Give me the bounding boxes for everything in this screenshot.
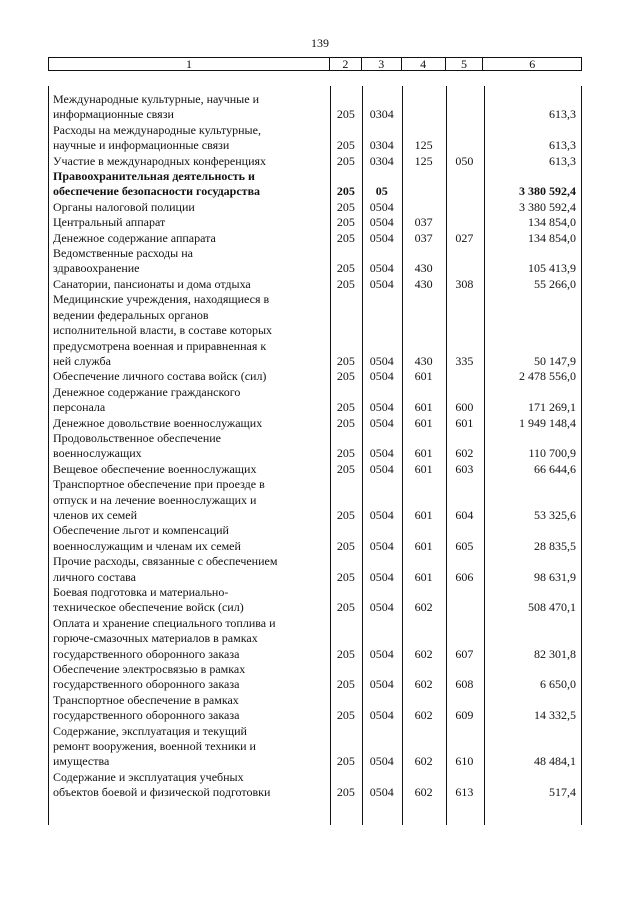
amount: 14 332,5 (534, 708, 576, 723)
column-header-2: 2 (330, 58, 362, 70)
section-code: 0304 (369, 138, 394, 153)
chapter-code: 205 (336, 415, 355, 430)
table-row (49, 277, 581, 292)
target-code: 601 (414, 538, 433, 553)
target-code: 602 (414, 708, 433, 723)
chapter-code: 205 (336, 461, 355, 476)
row-description (49, 462, 330, 477)
section-code: 0504 (369, 276, 394, 291)
amount: 134 854,0 (528, 215, 576, 230)
description-line: Вещевое обеспечение военнослужащих (53, 461, 257, 476)
description-line: Центральный аппарат (53, 215, 166, 230)
table-header (48, 57, 582, 71)
description-line: Денежное содержание гражданского (53, 384, 241, 399)
amount: 48 484,1 (534, 754, 576, 769)
target-code: 601 (414, 400, 433, 415)
table-row (49, 154, 581, 169)
target-code: 601 (414, 461, 433, 476)
table-row (49, 770, 581, 801)
description-line: исполнительной власти, в составе которых (53, 323, 272, 338)
table-row (49, 123, 581, 154)
table-row (49, 585, 581, 616)
description-line: Денежное довольствие военнослужащих (53, 415, 263, 430)
target-code: 430 (414, 276, 433, 291)
description-line: личного состава (53, 569, 136, 584)
target-code: 125 (414, 153, 433, 168)
section-code: 0304 (369, 107, 394, 122)
row-description (49, 523, 330, 554)
description-line: Боевая подготовка и материально- (53, 585, 229, 599)
expense-code: 603 (455, 461, 474, 476)
row-description (49, 369, 330, 384)
section-code: 0504 (369, 400, 394, 415)
target-code: 601 (414, 507, 433, 522)
chapter-code: 205 (336, 153, 355, 168)
description-line: военнослужащих (53, 446, 142, 461)
description-line: Прочие расходы, связанные с обеспечением (53, 554, 278, 569)
description-line: членов их семей (53, 507, 137, 522)
target-code: 602 (414, 677, 433, 692)
amount: 613,3 (549, 138, 576, 153)
target-code: 602 (414, 646, 433, 661)
section-code: 0504 (369, 538, 394, 553)
section-code: 0504 (369, 353, 394, 368)
chapter-code: 205 (336, 754, 355, 769)
target-code: 601 (414, 569, 433, 584)
page-number: 139 (311, 36, 329, 50)
expense-code: 602 (455, 446, 474, 461)
chapter-code: 205 (336, 785, 355, 800)
row-description (49, 292, 330, 369)
amount: 517,4 (549, 785, 576, 800)
description-line: предусмотрена военная и приравненная к (53, 338, 267, 353)
section-code: 0504 (369, 215, 394, 230)
section-code: 05 (375, 184, 388, 199)
expense-code: 604 (455, 507, 474, 522)
row-description (49, 693, 330, 724)
section-code: 0304 (369, 153, 394, 168)
section-code: 0504 (369, 415, 394, 430)
table-row (49, 246, 581, 277)
chapter-code: 205 (336, 230, 355, 245)
row-description (49, 770, 330, 801)
chapter-code: 205 (336, 261, 355, 276)
expense-code: 027 (455, 230, 474, 245)
amount: 508 470,1 (528, 600, 576, 615)
row-description (49, 616, 330, 662)
table-row (49, 662, 581, 693)
chapter-code: 205 (336, 569, 355, 584)
description-line: Органы налоговой полиции (53, 199, 195, 214)
description-line: Содержание, эксплуатация и текущий (53, 723, 247, 738)
row-description (49, 724, 330, 770)
description-line: обеспечение безопасности государства (53, 184, 261, 199)
row-description (49, 477, 330, 523)
description-line: ведении федеральных органов (53, 307, 209, 322)
table-row (49, 169, 581, 200)
description-line: Обеспечение электросвязью в рамках (53, 662, 246, 677)
amount: 110 700,9 (528, 446, 576, 461)
target-code: 601 (414, 369, 433, 384)
description-line: имущества (53, 754, 110, 769)
expense-code: 601 (455, 415, 474, 430)
table-row (49, 200, 581, 215)
target-code: 602 (414, 600, 433, 615)
amount: 3 380 592,4 (519, 184, 576, 199)
expense-code: 609 (455, 708, 474, 723)
chapter-code: 205 (336, 646, 355, 661)
section-code: 0504 (369, 600, 394, 615)
amount: 171 269,1 (528, 400, 576, 415)
target-code: 602 (414, 754, 433, 769)
chapter-code: 205 (336, 538, 355, 553)
section-code: 0504 (369, 261, 394, 276)
description-line: Обеспечение льгот и компенсаций (53, 523, 229, 538)
table-row (49, 385, 581, 416)
row-description (49, 169, 330, 200)
target-code: 125 (414, 138, 433, 153)
section-code: 0504 (369, 230, 394, 245)
amount: 28 835,5 (534, 538, 576, 553)
column-header-4: 4 (402, 58, 446, 70)
table-row (49, 215, 581, 230)
row-description (49, 246, 330, 277)
description-line: Продовольственное обеспечение (53, 430, 221, 445)
chapter-code: 205 (336, 138, 355, 153)
description-line: военнослужащим и членам их семей (53, 538, 241, 553)
expense-code: 613 (455, 785, 474, 800)
section-code: 0504 (369, 446, 394, 461)
amount: 134 854,0 (528, 230, 576, 245)
target-code: 601 (414, 446, 433, 461)
chapter-code: 205 (336, 184, 355, 199)
amount: 66 644,6 (534, 461, 576, 476)
row-description (49, 215, 330, 230)
target-code: 601 (414, 415, 433, 430)
row-description (49, 231, 330, 246)
amount: 6 650,0 (540, 677, 576, 692)
table-row (49, 292, 581, 369)
chapter-code: 205 (336, 107, 355, 122)
description-line: Санатории, пансионаты и дома отдыха (53, 276, 251, 291)
description-line: информационные связи (53, 107, 174, 122)
expense-code: 335 (455, 353, 474, 368)
chapter-code: 205 (336, 369, 355, 384)
chapter-code: 205 (336, 600, 355, 615)
table-row (49, 369, 581, 384)
table-row (49, 462, 581, 477)
section-code: 0504 (369, 785, 394, 800)
description-line: Обеспечение личного состава войск (сил) (53, 369, 267, 384)
chapter-code: 205 (336, 708, 355, 723)
description-line: государственного оборонного заказа (53, 677, 240, 692)
description-line: Оплата и хранение специального топлива и (53, 615, 276, 630)
expense-code: 608 (455, 677, 474, 692)
description-line: Правоохранительная деятельность и (53, 169, 255, 184)
expense-code: 605 (455, 538, 474, 553)
table-row (49, 523, 581, 554)
chapter-code: 205 (336, 276, 355, 291)
table-row (49, 92, 581, 123)
description-line: Содержание и эксплуатация учебных (53, 769, 244, 784)
description-line: Транспортное обеспечение в рамках (53, 692, 239, 707)
description-line: государственного оборонного заказа (53, 708, 240, 723)
table-row (49, 693, 581, 724)
chapter-code: 205 (336, 199, 355, 214)
description-line: объектов боевой и физической подготовки (53, 785, 271, 800)
row-description (49, 662, 330, 693)
target-code: 430 (414, 353, 433, 368)
section-code: 0504 (369, 708, 394, 723)
expense-code: 308 (455, 276, 474, 291)
table-row (49, 724, 581, 770)
expense-code: 607 (455, 646, 474, 661)
expense-code: 610 (455, 754, 474, 769)
column-header-1: 1 (49, 58, 330, 70)
section-code: 0504 (369, 461, 394, 476)
description-line: отпуск и на лечение военнослужащих и (53, 492, 257, 507)
row-description (49, 585, 330, 616)
table-row (49, 416, 581, 431)
table-row (49, 554, 581, 585)
description-line: здравоохранение (53, 261, 140, 276)
target-code: 602 (414, 785, 433, 800)
row-description (49, 123, 330, 154)
table-rows (49, 92, 581, 801)
description-line: Денежное содержание аппарата (53, 230, 216, 245)
column-header-3: 3 (362, 58, 402, 70)
amount: 105 413,9 (528, 261, 576, 276)
amount: 98 631,9 (534, 569, 576, 584)
chapter-code: 205 (336, 215, 355, 230)
section-code: 0504 (369, 646, 394, 661)
description-line: Ведомственные расходы на (53, 246, 193, 261)
expense-code: 050 (455, 153, 474, 168)
section-code: 0504 (369, 569, 394, 584)
section-code: 0504 (369, 754, 394, 769)
description-line: Медицинские учреждения, находящиеся в (53, 292, 270, 307)
row-description (49, 154, 330, 169)
amount: 82 301,8 (534, 646, 576, 661)
description-line: Расходы на международные культурные, (53, 122, 261, 137)
chapter-code: 205 (336, 677, 355, 692)
target-code: 430 (414, 261, 433, 276)
row-description (49, 385, 330, 416)
chapter-code: 205 (336, 400, 355, 415)
description-line: персонала (53, 400, 106, 415)
section-code: 0504 (369, 677, 394, 692)
description-line: техническое обеспечение войск (сил) (53, 600, 244, 615)
row-description (49, 416, 330, 431)
table-row (49, 431, 581, 462)
description-line: государственного оборонного заказа (53, 646, 240, 661)
chapter-code: 205 (336, 507, 355, 522)
column-header-6: 6 (529, 57, 536, 71)
section-code: 0504 (369, 369, 394, 384)
row-description (49, 277, 330, 292)
amount: 55 266,0 (534, 276, 576, 291)
description-line: горюче-смазочных материалов в рамках (53, 631, 258, 646)
table-row (49, 477, 581, 523)
target-code: 037 (414, 230, 433, 245)
amount: 1 949 148,4 (519, 415, 576, 430)
row-description (49, 554, 330, 585)
chapter-code: 205 (336, 353, 355, 368)
section-code: 0504 (369, 199, 394, 214)
description-line: Международные культурные, научные и (53, 92, 259, 106)
table-body (48, 86, 582, 825)
section-code: 0504 (369, 507, 394, 522)
description-line: ней служба (53, 353, 111, 368)
column-header-5: 5 (446, 58, 484, 70)
table-row (49, 231, 581, 246)
amount: 613,3 (549, 107, 576, 122)
target-code: 037 (414, 215, 433, 230)
row-description (49, 200, 330, 215)
description-line: Участие в международных конференциях (53, 153, 267, 168)
amount: 50 147,9 (534, 353, 576, 368)
description-line: ремонт вооружения, военной техники и (53, 739, 256, 754)
table-row (49, 616, 581, 662)
amount: 53 325,6 (534, 507, 576, 522)
amount: 3 380 592,4 (519, 199, 576, 214)
amount: 2 478 556,0 (519, 369, 576, 384)
row-description (49, 431, 330, 462)
amount: 613,3 (549, 153, 576, 168)
description-line: научные и информационные связи (53, 138, 230, 153)
expense-code: 600 (455, 400, 474, 415)
chapter-code: 205 (336, 446, 355, 461)
row-description (49, 92, 330, 123)
description-line: Транспортное обеспечение при проезде в (53, 477, 265, 492)
expense-code: 606 (455, 569, 474, 584)
